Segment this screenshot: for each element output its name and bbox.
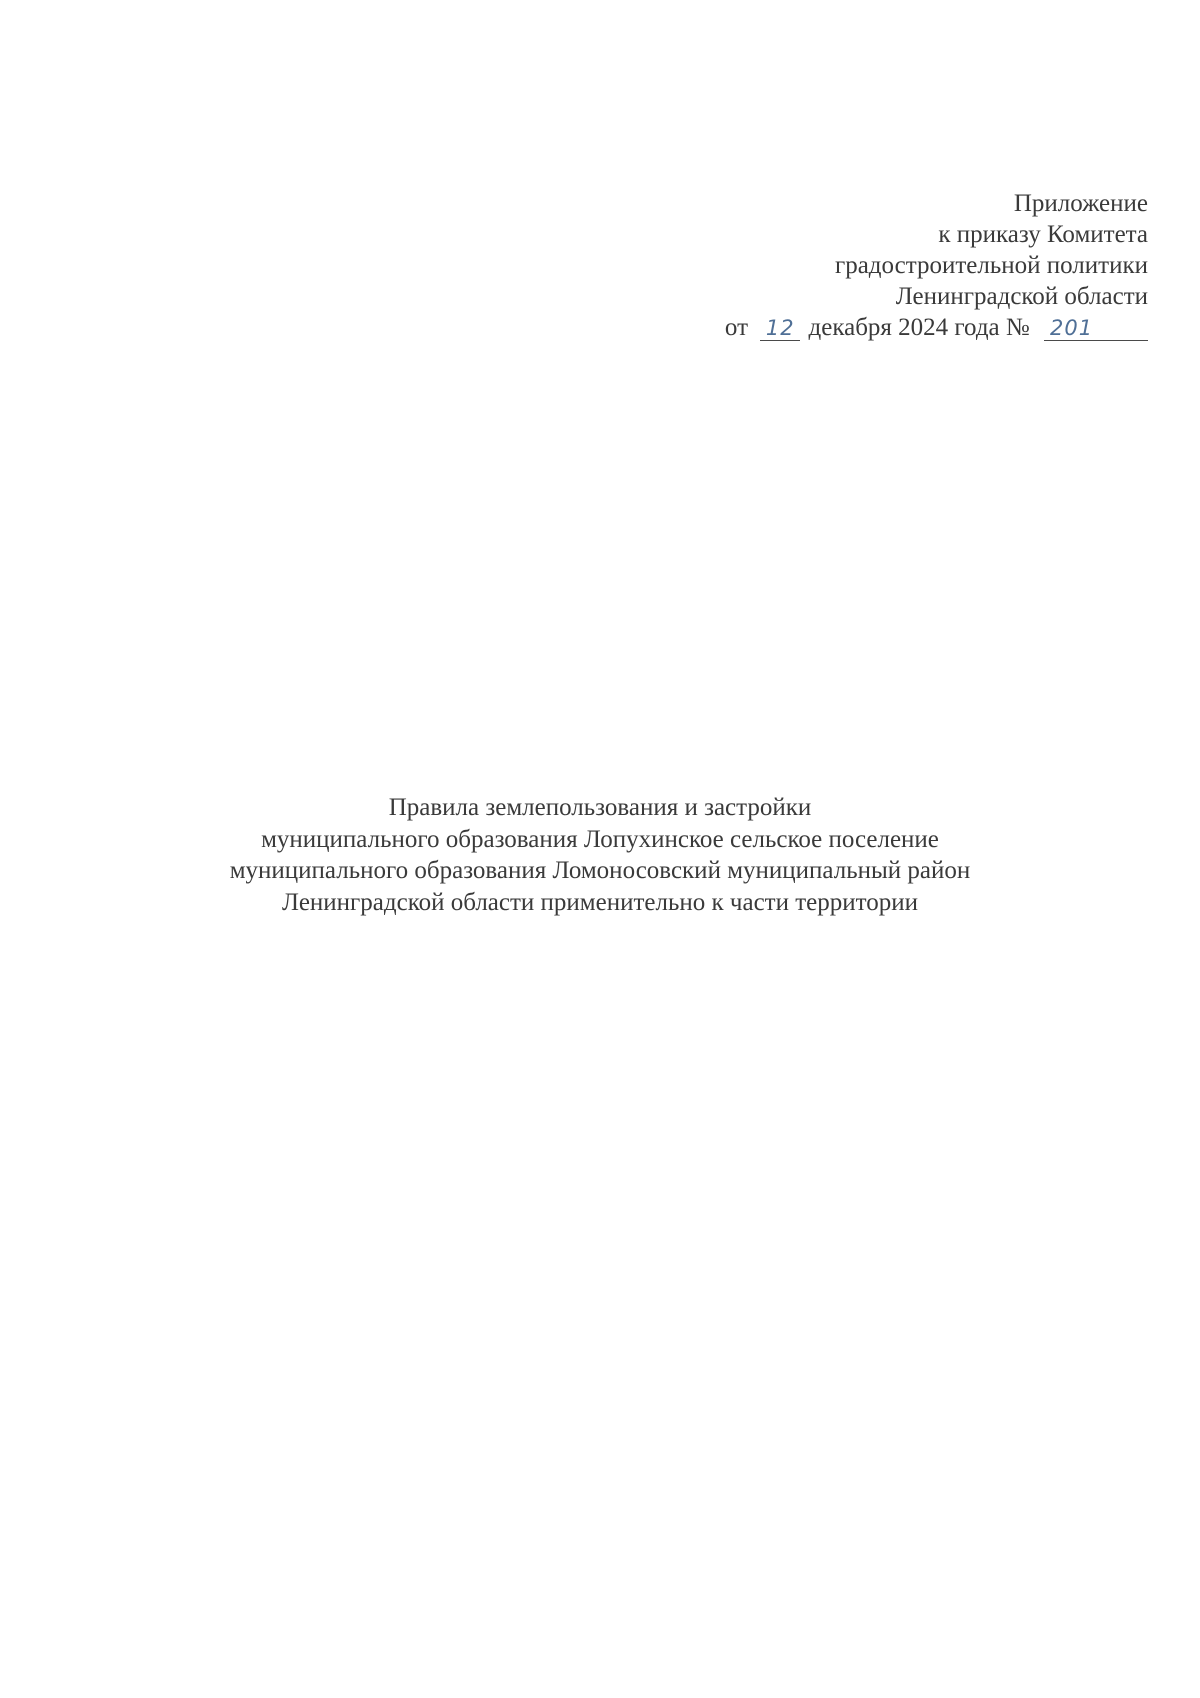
appendix-label: Приложение (1013, 190, 1148, 217)
appendix-header (588, 188, 1148, 343)
order-number-field (1044, 316, 1148, 341)
title-line-2: муниципального образования Лопухинское сельское поселение (261, 825, 939, 853)
handwritten-day: 12 (765, 316, 795, 340)
day-field (760, 316, 800, 341)
date-prefix: от (724, 314, 755, 341)
title-line-1: Правила землепользования и застройки (388, 794, 812, 821)
appendix-order-reference: к приказу Комитета (938, 221, 1148, 248)
appendix-committee-name: градостроительной политики (834, 252, 1148, 279)
title-line-4: Ленинградской области применительно к части территории (282, 888, 918, 916)
document-title (0, 792, 1200, 918)
handwritten-order-number: 201 (1050, 316, 1094, 340)
title-line-3: муниципального образования Ломоносовский муниципальный район (229, 857, 971, 884)
appendix-region-name: Ленинградской области (895, 283, 1148, 310)
month-year-text: декабря 2024 года № (802, 314, 1036, 341)
order-date-line (588, 312, 1148, 343)
